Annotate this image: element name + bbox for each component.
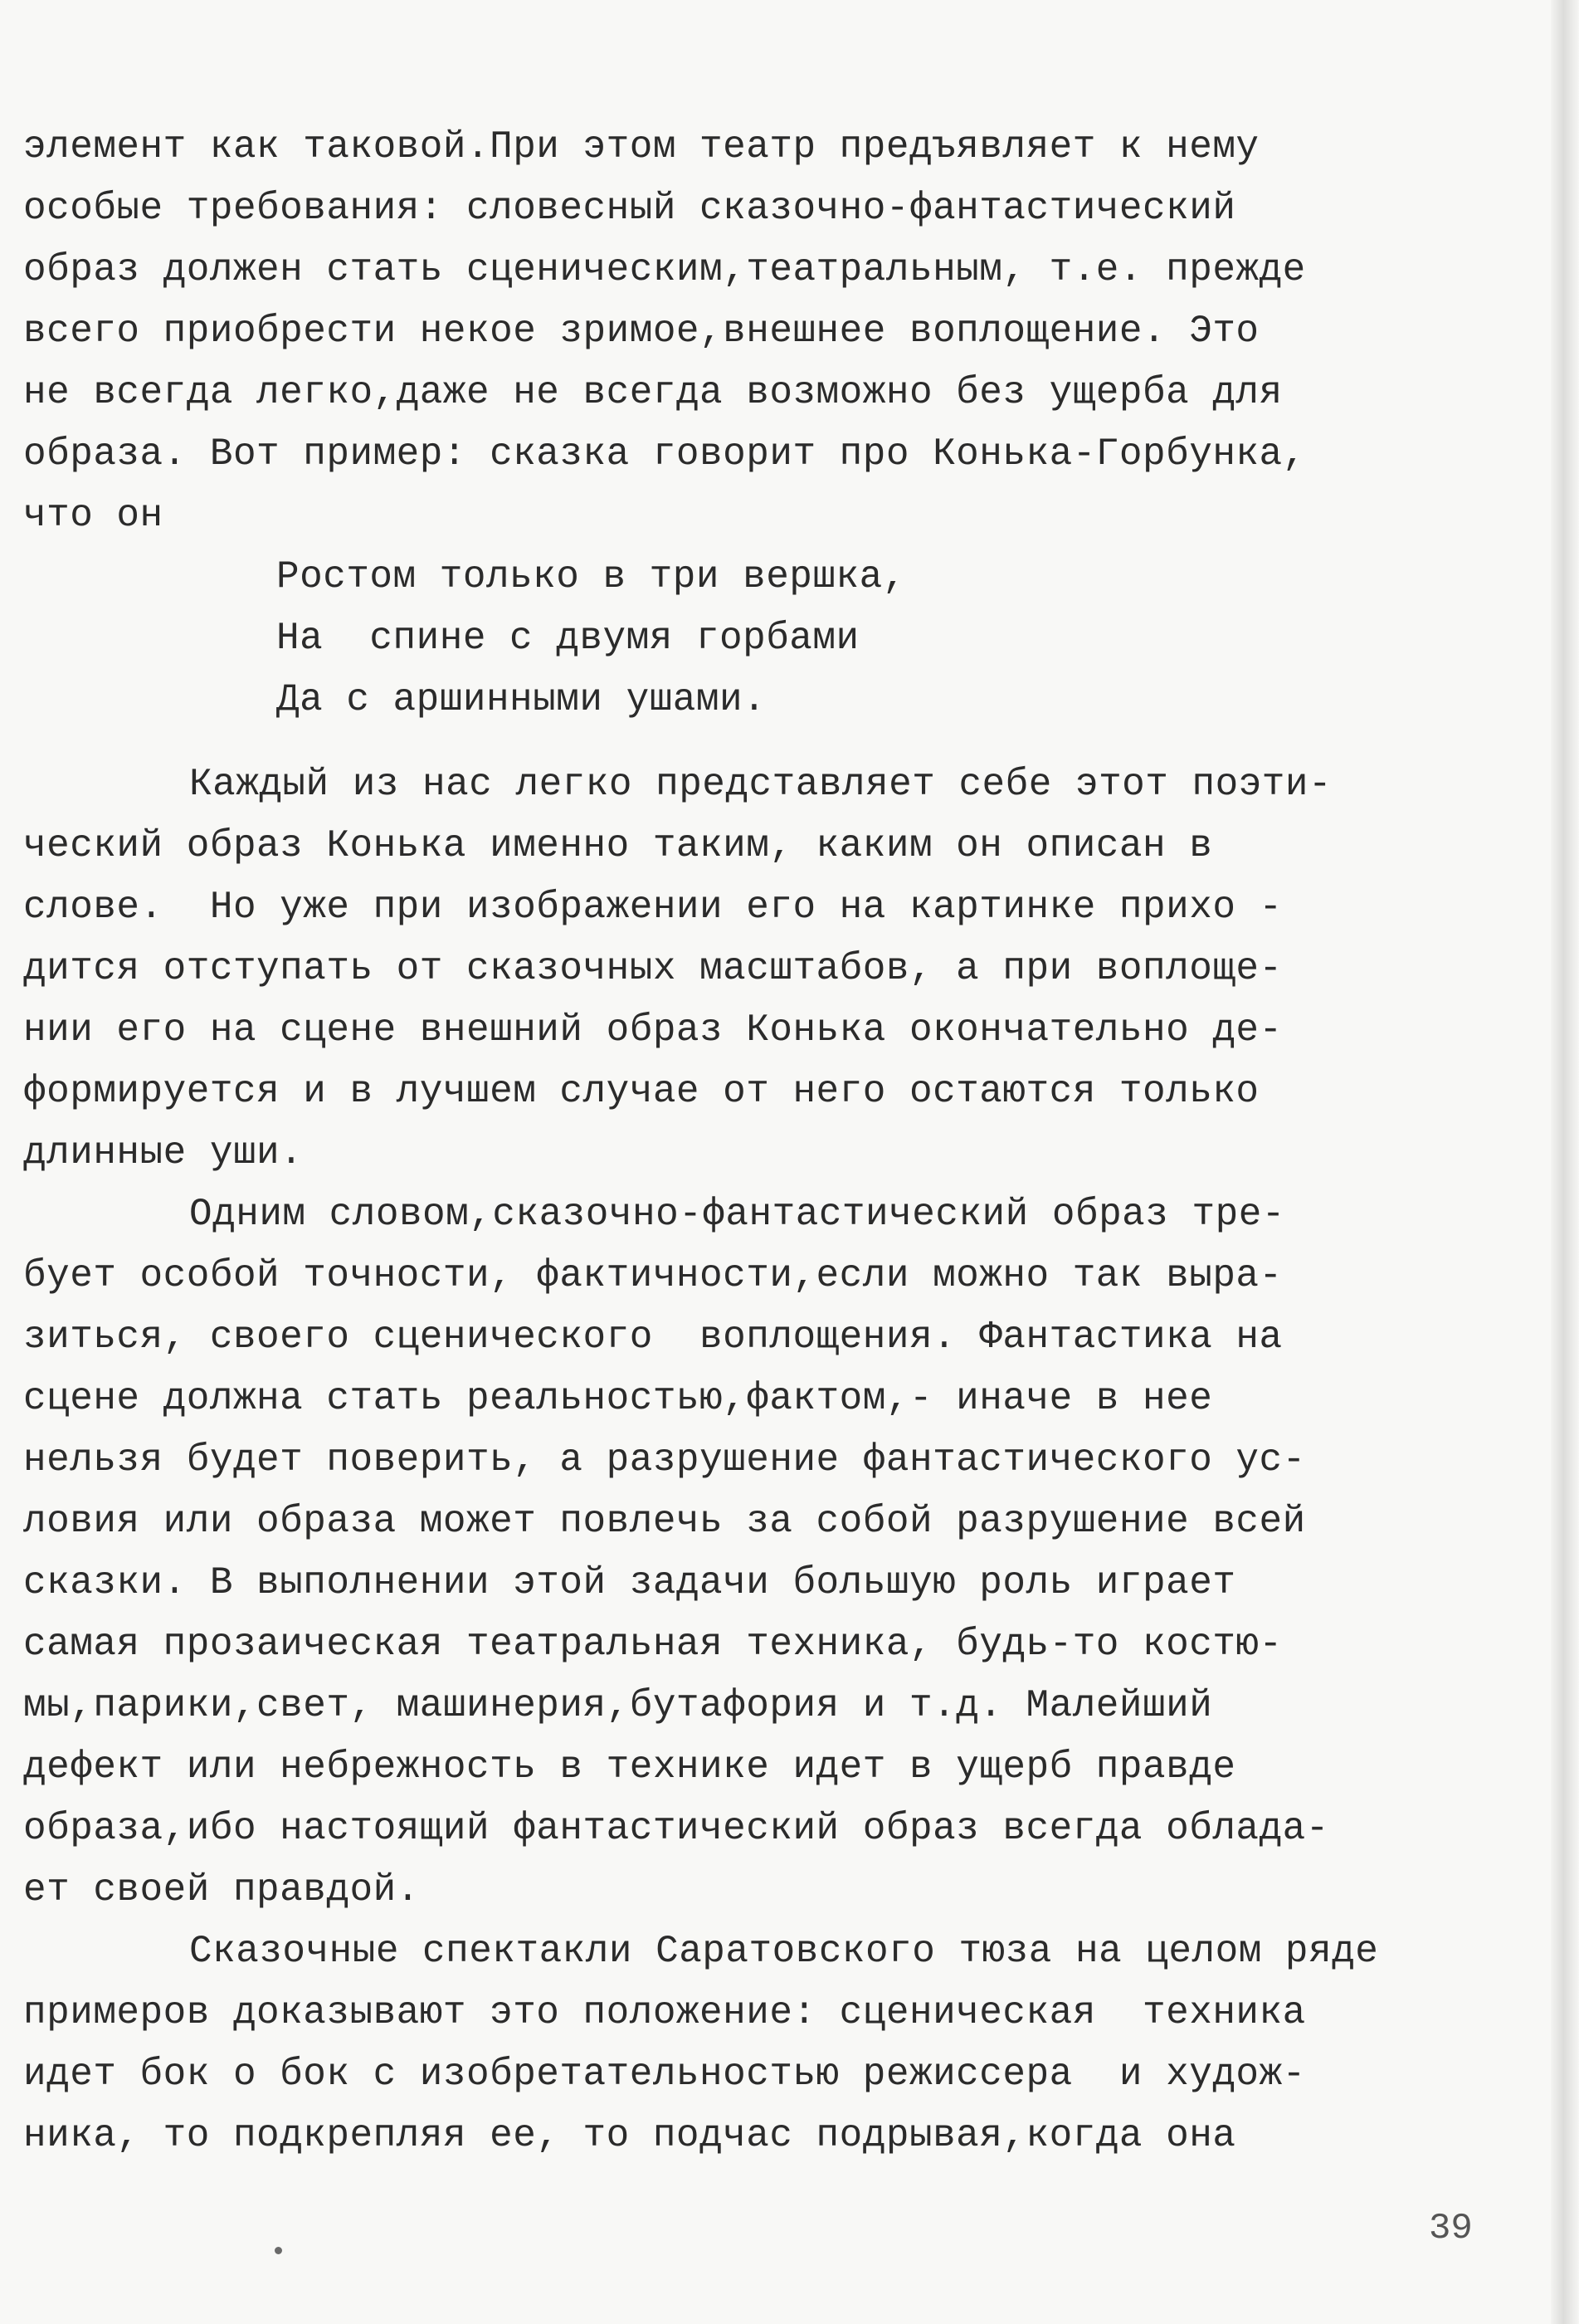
- text-line: особые требования: словесный сказочно-фантастический: [23, 187, 1236, 230]
- text-line: ловия или образа может повлечь за собой разрушение всей: [23, 1500, 1306, 1543]
- text-line: образа,ибо настоящий фантастический образ всегда облада-: [23, 1807, 1329, 1850]
- text-line: всего приобрести некое зримое,внешнее воплощение. Это: [23, 310, 1260, 353]
- text-line: формируется и в лучшем случае от него остаются только: [23, 1070, 1260, 1113]
- text-line: ника, то подкрепляя ее, то подчас подрывая,когда она: [23, 2114, 1236, 2157]
- text-line: Каждый из нас легко представляет себе этот поэти-: [189, 763, 1333, 806]
- text-line: элемент как таковой.При этом театр предъявляет к нему: [23, 125, 1260, 168]
- verse-line: Ростом только в три вершка,: [276, 555, 906, 598]
- text-line: нии его на сцене внешний образ Конька окончательно де-: [23, 1008, 1283, 1052]
- page-number: 39: [1429, 2208, 1473, 2249]
- verse-gap: [23, 730, 1550, 754]
- text-line: сказки. В выполнении этой задачи большую роль играет: [23, 1561, 1236, 1604]
- ink-speck: [275, 2247, 282, 2254]
- text-line: не всегда легко,даже не всегда возможно без ущерба для: [23, 371, 1283, 414]
- page-edge-shadow: [1551, 0, 1579, 2324]
- text-line: ческий образ Конька именно таким, каким он описан в: [23, 824, 1213, 867]
- text-line: самая прозаическая театральная техника, будь-то костю-: [23, 1623, 1283, 1666]
- text-line: нельзя будет поверить, а разрушение фантастического ус-: [23, 1438, 1306, 1482]
- text-line: Сказочные спектакли Саратовского тюза на целом ряде: [189, 1930, 1379, 1973]
- body-text: [23, 116, 1550, 2166]
- verse-line: На спине с двумя горбами: [276, 617, 860, 660]
- text-line: ет своей правдой.: [23, 1868, 420, 1911]
- text-line: сцене должна стать реальностью,фактом,- иначе в нее: [23, 1377, 1213, 1420]
- text-line: бует особой точности, фактичности,если можно так выра-: [23, 1254, 1283, 1297]
- text-line: примеров доказывают это положение: сценическая техника: [23, 1991, 1306, 2034]
- text-line: мы,парики,свет, машинерия,бутафория и т.д. Малейший: [23, 1684, 1213, 1727]
- text-line: образ должен стать сценическим,театральным, т.е. прежде: [23, 248, 1306, 291]
- text-line: образа. Вот пример: сказка говорит про Конька-Горбунка,: [23, 432, 1306, 476]
- text-line: длинные уши.: [23, 1131, 304, 1174]
- text-line: зиться, своего сценического воплощения. Фантастика на: [23, 1316, 1283, 1359]
- verse-line: Да с аршинными ушами.: [276, 678, 767, 721]
- text-line: идет бок о бок с изобретательностью режиссера и худож-: [23, 2053, 1306, 2096]
- text-line: дится отступать от сказочных масштабов, а при воплоще-: [23, 947, 1283, 990]
- text-line: что он: [23, 494, 163, 537]
- text-line: слове. Но уже при изображении его на картинке прихо -: [23, 886, 1283, 929]
- text-line: дефект или небрежность в технике идет в ущерб правде: [23, 1745, 1236, 1789]
- text-line: Одним словом,сказочно-фантастический образ тре-: [189, 1193, 1285, 1236]
